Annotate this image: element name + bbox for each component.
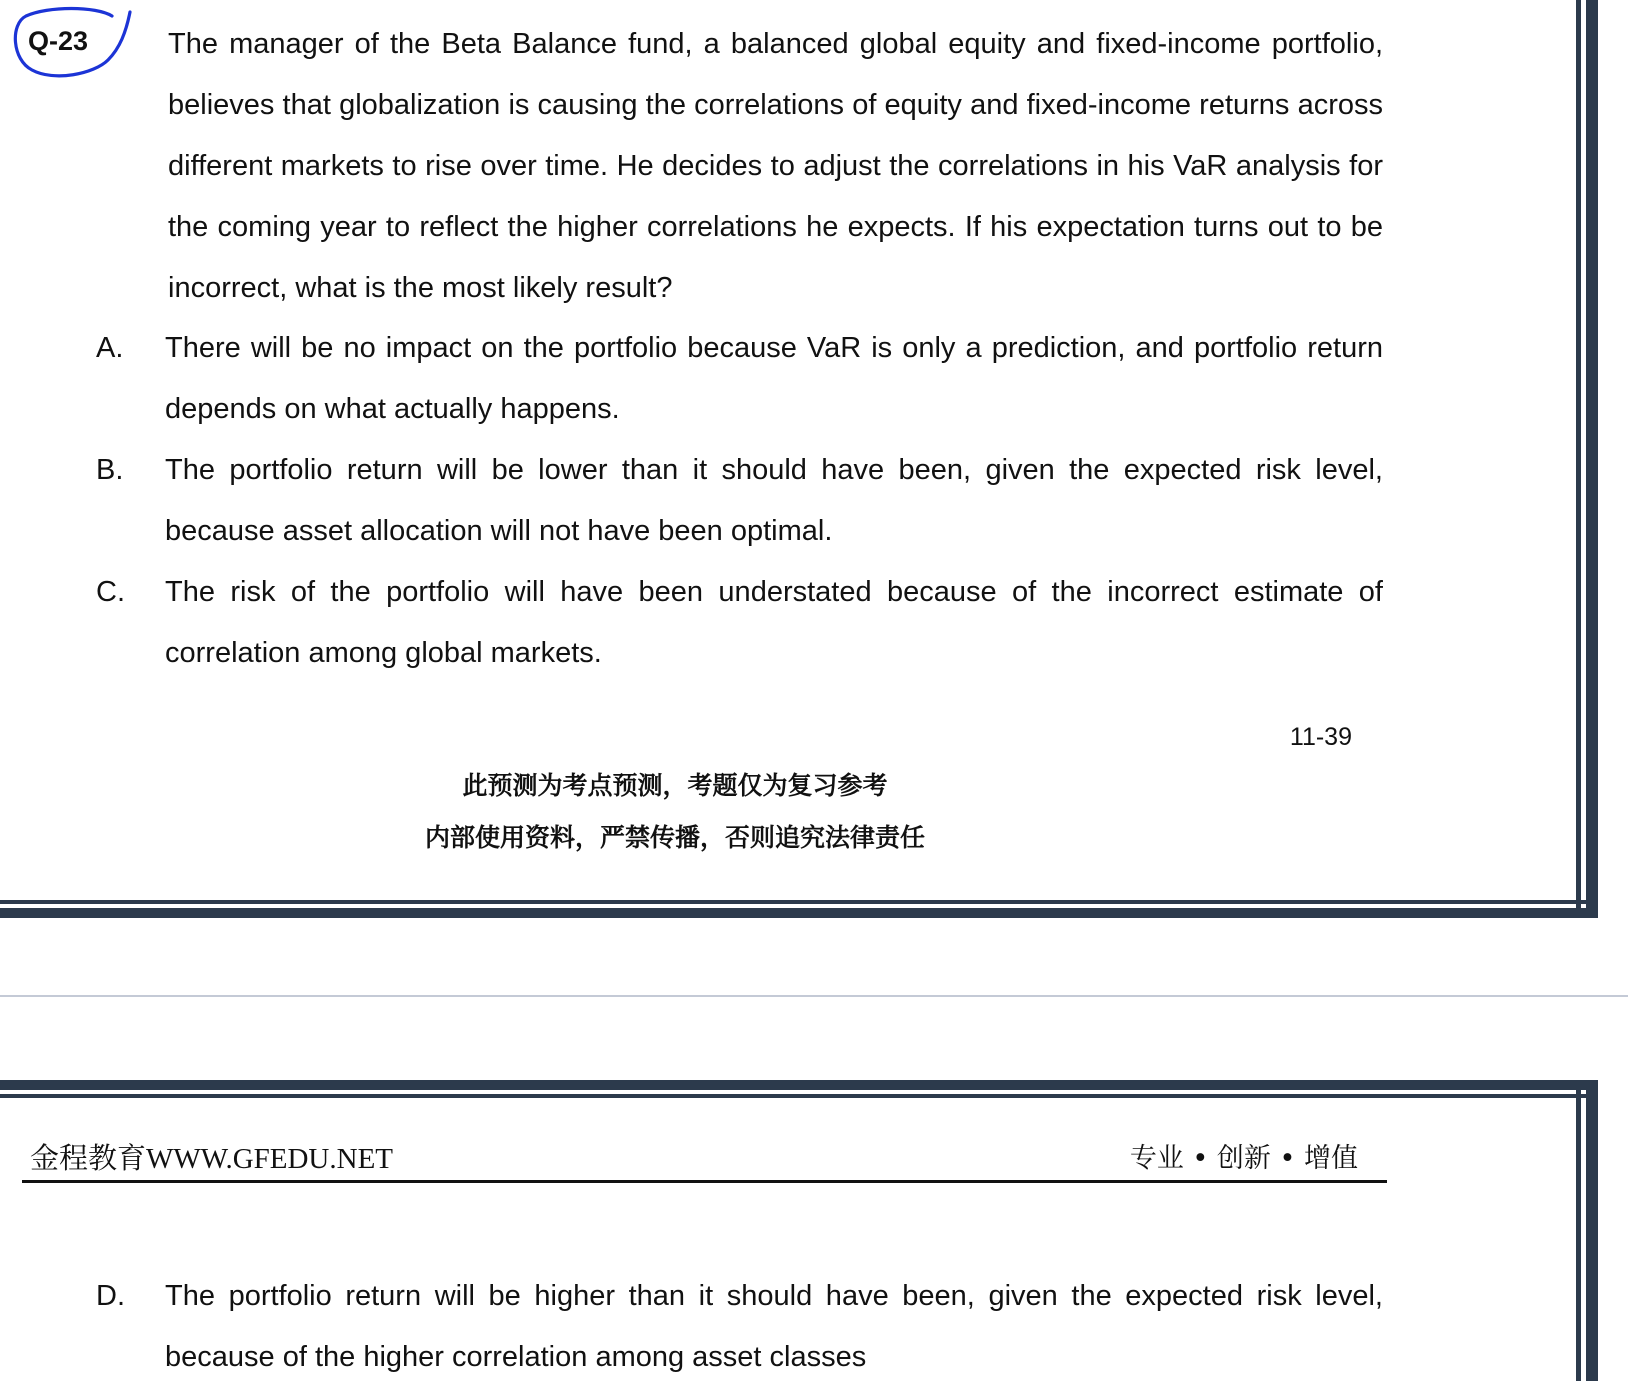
option-a-text: There will be no impact on the portfolio because VaR is only a prediction, and portfolio return depends on what actually happens.: [165, 332, 1383, 425]
page-separator: [0, 995, 1628, 997]
option-c-text: The risk of the portfolio will have been understated because of the incorrect estimate of correlation among global markets.: [165, 576, 1383, 669]
header-slogan: 专业 • 创新 • 增值: [1129, 1143, 1358, 1174]
page-border-right: [1576, 1080, 1598, 1381]
continuation-page: [0, 1080, 1598, 1381]
publisher-header: 金程教育WWW.GFEDU.NET: [30, 1143, 393, 1175]
page-border-right: [1576, 0, 1598, 918]
header-rule: [22, 1180, 1387, 1183]
disclaimer-line-1: 此预测为考点预测，考题仅为复习参考: [462, 771, 888, 800]
option-d-letter: D.: [96, 1280, 125, 1312]
option-b-text: The portfolio return will be lower than it should have been, given the expected risk level, because asset allocation will not have been optimal.: [165, 454, 1383, 547]
option-b-letter: B.: [96, 454, 124, 486]
question-text: The manager of the Beta Balance fund, a balanced global equity and fixed-income portfolio, believes that globalization is causing the correlations of equity and fixed-income returns across different markets to rise over time. He decides to adjust the correlations in his VaR analysis for the coming year to reflect the higher correlations he expects. If his expectation turns out to be incorrect, what is the most likely result?: [168, 28, 1383, 304]
option-c-letter: C.: [96, 576, 125, 608]
page-border-bottom: [0, 900, 1598, 918]
question-number: Q-23: [28, 26, 89, 56]
disclaimer-line-2: 内部使用资料，严禁传播，否则追究法律责任: [424, 823, 925, 852]
page-number: 11-39: [1289, 723, 1352, 751]
option-d-text: The portfolio return will be higher than it should have been, given the expected risk level, because of the higher correlation among asset classes: [165, 1280, 1383, 1373]
page-border-top: [0, 1080, 1598, 1098]
option-a-letter: A.: [96, 332, 124, 364]
